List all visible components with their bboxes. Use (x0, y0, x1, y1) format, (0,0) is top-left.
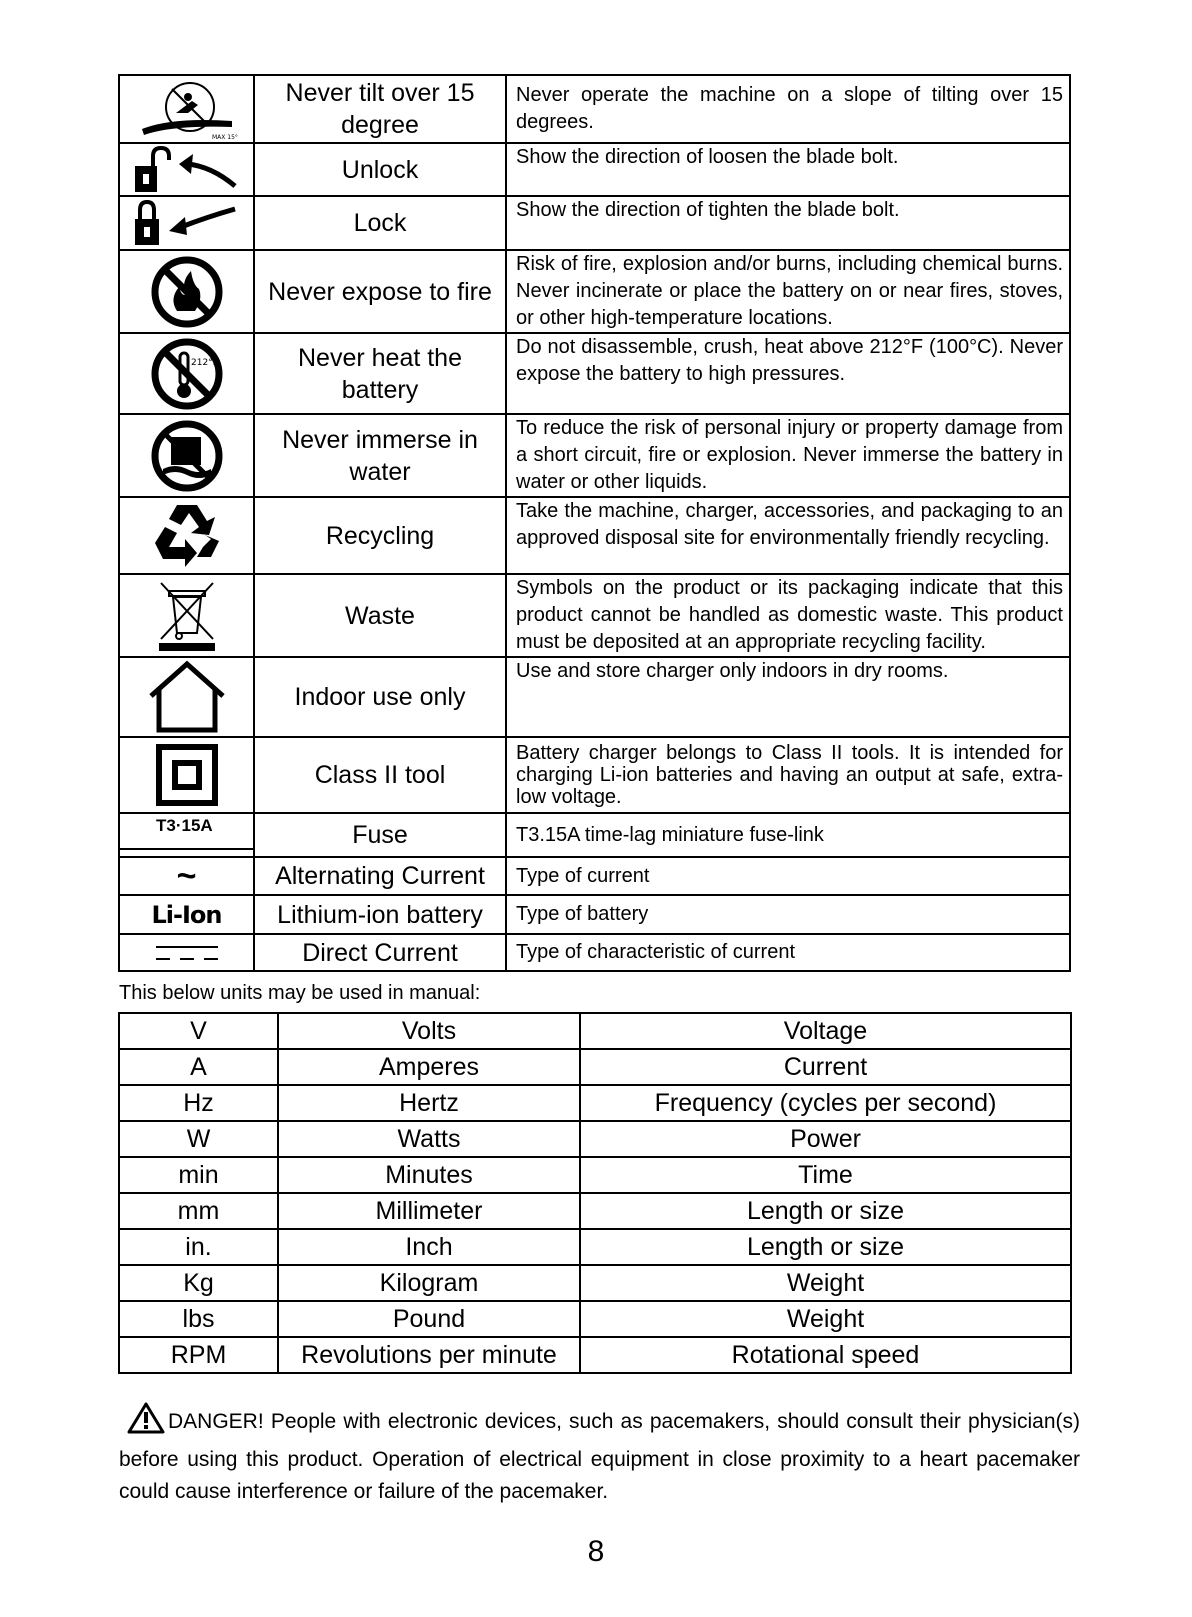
warning-triangle-icon (127, 1402, 165, 1444)
symbol-row (119, 657, 1070, 737)
symbol-name: Class II tool (254, 737, 506, 813)
unit-quantity: Frequency (cycles per second) (580, 1085, 1071, 1121)
symbol-name: Waste (254, 574, 506, 657)
symbol-row (119, 737, 1070, 813)
page-number: 8 (587, 1535, 605, 1568)
symbol-icon-cell (119, 497, 254, 574)
table-row (119, 1121, 1071, 1157)
symbol-description: Use and store charger only indoors in dry rooms. (506, 657, 1070, 737)
unit-quantity: Length or size (580, 1229, 1071, 1265)
unit-quantity: Length or size (580, 1193, 1071, 1229)
unit-name: Pound (278, 1301, 580, 1337)
symbol-icon-cell (119, 250, 254, 333)
unit-name: Volts (278, 1013, 580, 1049)
symbol-description: Type of characteristic of current (506, 934, 1070, 971)
symbol-icon-cell (119, 657, 254, 737)
no-heat-icon (147, 337, 227, 411)
svg-text:MAX 15°: MAX 15° (211, 134, 238, 141)
symbol-name: Alternating Current (254, 857, 506, 895)
unit-symbol: V (119, 1013, 278, 1049)
house-icon (145, 660, 229, 734)
unit-quantity: Weight (580, 1301, 1071, 1337)
symbol-row (119, 333, 1070, 414)
unit-name: Kilogram (278, 1265, 580, 1301)
symbol-description: Show the direction of tighten the blade bolt. (506, 196, 1070, 250)
unit-name: Hertz (278, 1085, 580, 1121)
unit-quantity: Current (580, 1049, 1071, 1085)
unit-symbol: RPM (119, 1337, 278, 1373)
symbol-name: Unlock (254, 143, 506, 196)
symbol-name: Direct Current (254, 934, 506, 971)
units-caption: This below units may be used in manual: (119, 982, 481, 1004)
symbol-row (119, 143, 1070, 196)
symbol-name: Lock (254, 196, 506, 250)
symbol-name: Recycling (254, 497, 506, 574)
unit-name: Watts (278, 1121, 580, 1157)
symbol-icon-cell (119, 857, 254, 895)
symbol-description: T3.15A time-lag miniature fuse-link (506, 813, 1070, 857)
lock-icon (131, 199, 243, 247)
table-row (119, 1013, 1071, 1049)
units-table (118, 1012, 1072, 1374)
symbol-description: To reduce the risk of personal injury or property damage from a short circuit, fire or explosion. Never immerse the battery in water or other liquids. (506, 414, 1070, 497)
symbol-description: Risk of fire, explosion and/or burns, including chemical burns. Never incinerate or place the battery on or near fires, stoves, or other high-temperature locations. (506, 250, 1070, 333)
symbol-icon-cell (119, 895, 254, 934)
symbol-row (119, 813, 1070, 857)
symbol-description: Battery charger belongs to Class II tools. It is intended for charging Li-ion batteries and having an output at safe, extra-low voltage. (506, 737, 1070, 813)
unit-symbol: lbs (119, 1301, 278, 1337)
symbol-name: Never expose to fire (254, 250, 506, 333)
recycling-icon (149, 501, 225, 571)
symbol-row (119, 250, 1070, 333)
symbol-row (119, 196, 1070, 250)
unit-symbol: min (119, 1157, 278, 1193)
symbol-name: Fuse (254, 813, 506, 857)
symbol-description: Show the direction of loosen the blade bolt. (506, 143, 1070, 196)
unit-name: Revolutions per minute (278, 1337, 580, 1373)
symbol-name: Indoor use only (254, 657, 506, 737)
symbol-row (119, 857, 1070, 895)
unlock-icon (131, 146, 243, 194)
symbol-row (119, 895, 1070, 934)
symbol-name: Lithium-ion battery (254, 895, 506, 934)
no-fire-icon (147, 255, 227, 329)
symbols-table (118, 74, 1071, 972)
symbol-icon-cell (119, 813, 254, 857)
unit-quantity: Rotational speed (580, 1337, 1071, 1373)
symbol-icon-cell (119, 737, 254, 813)
class-ii-icon (155, 743, 219, 807)
symbol-row (119, 75, 1070, 143)
unit-quantity: Voltage (580, 1013, 1071, 1049)
symbol-icon-cell (119, 75, 254, 143)
unit-symbol: Kg (119, 1265, 278, 1301)
waste-bin-icon (155, 579, 219, 653)
table-row (119, 1337, 1071, 1373)
symbol-description: Type of current (506, 857, 1070, 895)
symbol-icon-cell (119, 196, 254, 250)
unit-symbol: in. (119, 1229, 278, 1265)
symbol-name: Never heat the battery (254, 333, 506, 414)
unit-name: Minutes (278, 1157, 580, 1193)
symbol-description: Symbols on the product or its packaging indicate that this product cannot be handled as domestic waste. This product must be deposited at an appropriate recycling facility. (506, 574, 1070, 657)
danger-text: DANGER! People with electronic devices, such as pacemakers, should consult their physician(s) before using this product. Operation of electrical equipment in close proximity to a heart pacemaker could cause interference or failure of the pacemaker. (119, 1410, 1080, 1503)
tilde-icon: ~ (176, 856, 197, 895)
table-row (119, 1265, 1071, 1301)
symbol-icon-cell (119, 934, 254, 971)
table-row (119, 1157, 1071, 1193)
symbol-icon-cell (119, 333, 254, 414)
unit-quantity: Weight (580, 1265, 1071, 1301)
table-row (119, 1085, 1071, 1121)
symbol-row (119, 414, 1070, 497)
unit-quantity: Time (580, 1157, 1071, 1193)
symbol-description: Do not disassemble, crush, heat above 212°F (100°C). Never expose the battery to high pressures. (506, 333, 1070, 414)
symbol-name: Never immerse in water (254, 414, 506, 497)
table-row (119, 1193, 1071, 1229)
danger-notice (119, 1402, 1080, 1508)
unit-name: Amperes (278, 1049, 580, 1085)
svg-text:212°F: 212°F (190, 357, 218, 368)
unit-symbol: W (119, 1121, 278, 1157)
table-row (119, 1229, 1071, 1265)
tilt-warning-icon (132, 77, 242, 141)
direct-current-icon (154, 941, 220, 965)
table-row (119, 1049, 1071, 1085)
symbol-row (119, 497, 1070, 574)
li-ion-icon: Li-Ion (151, 900, 222, 929)
unit-name: Inch (278, 1229, 580, 1265)
unit-quantity: Power (580, 1121, 1071, 1157)
symbol-description: Type of battery (506, 895, 1070, 934)
unit-symbol: mm (119, 1193, 278, 1229)
symbol-icon-cell (119, 574, 254, 657)
table-row (119, 1301, 1071, 1337)
unit-symbol: Hz (119, 1085, 278, 1121)
symbol-row (119, 574, 1070, 657)
symbol-name: Never tilt over 15 degree (254, 75, 506, 143)
symbol-icon-cell (119, 414, 254, 497)
unit-symbol: A (119, 1049, 278, 1085)
symbol-row (119, 934, 1070, 971)
unit-name: Millimeter (278, 1193, 580, 1229)
symbol-description: Never operate the machine on a slope of tilting over 15 degrees. (506, 75, 1070, 143)
fuse-icon: T3·15A (156, 816, 213, 835)
symbol-icon-cell (119, 143, 254, 196)
symbol-description: Take the machine, charger, accessories, and packaging to an approved disposal site for environmentally friendly recycling. (506, 497, 1070, 574)
no-water-icon (147, 419, 227, 493)
